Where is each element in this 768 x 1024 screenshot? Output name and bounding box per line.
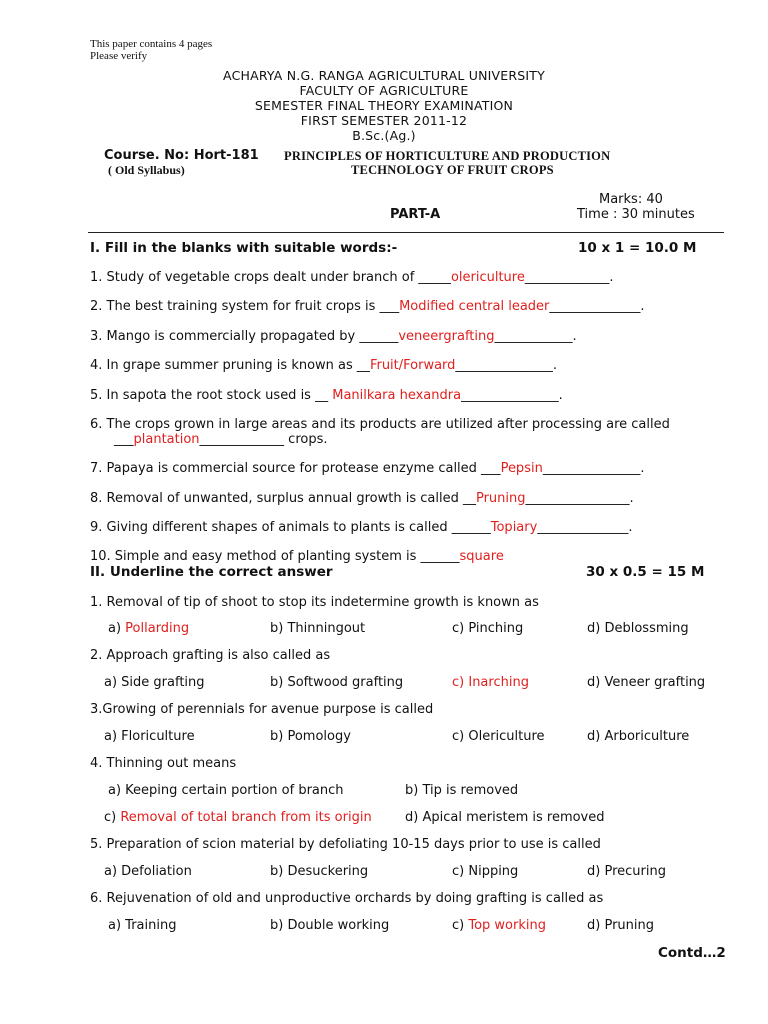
mcq-stem: 3.Growing of perennials for avenue purpose is called xyxy=(90,702,434,717)
mcq-option: c) Top working xyxy=(452,918,546,933)
fill-question: 2. The best training system for fruit crops is ___Modified central leader______________. xyxy=(90,299,645,314)
mcq-option: c) Nipping xyxy=(452,864,519,879)
mcq-option: a) Defoliation xyxy=(104,864,192,879)
mcq-option: c) Inarching xyxy=(452,675,529,690)
course-title-line2: TECHNOLOGY OF FRUIT CROPS xyxy=(351,163,554,177)
degree-name: B.Sc.(Ag.) xyxy=(352,128,416,143)
fill-question: 4. In grape summer pruning is known as __Fruit/Forward_______________. xyxy=(90,358,558,373)
mcq-option: b) Desuckering xyxy=(270,864,369,879)
mcq-option: d) Precuring xyxy=(587,864,666,879)
mcq-option: d) Deblossming xyxy=(587,621,689,636)
university-name: ACHARYA N.G. RANGA AGRICULTURAL UNIVERSITY xyxy=(223,68,545,83)
section2-heading: II. Underline the correct answer xyxy=(90,564,333,580)
answer-text: Manilkara hexandra xyxy=(332,388,462,403)
answer-text: Pepsin xyxy=(500,461,543,476)
fill-question-continued: ___plantation_____________ crops. xyxy=(114,432,328,447)
answer-text: veneergrafting xyxy=(398,329,495,344)
mcq-stem: 1. Removal of tip of shoot to stop its indetermine growth is known as xyxy=(90,595,539,610)
time-allowed: Time : 30 minutes xyxy=(577,207,695,222)
answer-text: Topiary xyxy=(490,520,538,535)
fill-question: 6. The crops grown in large areas and its products are utilized after processing are called xyxy=(90,417,670,432)
mcq-option: b) Thinningout xyxy=(270,621,366,636)
section2-marks: 30 x 0.5 = 15 M xyxy=(586,564,705,580)
fill-question: 3. Mango is commercially propagated by ______veneergrafting____________. xyxy=(90,329,577,344)
mcq-option: d) Arboriculture xyxy=(587,729,690,744)
mcq-option: b) Softwood grafting xyxy=(270,675,404,690)
exam-name: SEMESTER FINAL THEORY EXAMINATION xyxy=(254,98,514,113)
header-divider xyxy=(88,232,724,233)
mcq-stem: 2. Approach grafting is also called as xyxy=(90,648,331,663)
syllabus-note: ( Old Syllabus) xyxy=(108,163,185,177)
mcq-stem: 4. Thinning out means xyxy=(90,756,237,771)
mcq-option: b) Pomology xyxy=(270,729,351,744)
marks-total: Marks: 40 xyxy=(599,192,663,207)
continued-note: Contd…2 xyxy=(658,945,726,961)
verify-note: Please verify xyxy=(90,50,148,62)
mcq-option: b) Tip is removed xyxy=(405,783,519,798)
mcq-option: c) Removal of total branch from its origin xyxy=(104,810,372,825)
semester-name: FIRST SEMESTER 2011-12 xyxy=(300,113,468,128)
mcq-option: d) Apical meristem is removed xyxy=(405,810,605,825)
mcq-option: a) Side grafting xyxy=(104,675,205,690)
fill-question: 1. Study of vegetable crops dealt under branch of _____olericulture_____________. xyxy=(90,270,614,285)
mcq-option: b) Double working xyxy=(270,918,390,933)
mcq-option: a) Floriculture xyxy=(104,729,195,744)
answer-text: plantation xyxy=(133,432,200,447)
answer-text: Fruit/Forward xyxy=(369,358,456,373)
section1-heading: I. Fill in the blanks with suitable words:- xyxy=(90,240,398,256)
faculty-name: FACULTY OF AGRICULTURE xyxy=(299,83,469,98)
answer-text: Modified central leader xyxy=(399,299,550,314)
fill-question: 5. In sapota the root stock used is __ Manilkara hexandra_______________. xyxy=(90,388,563,403)
answer-text: square xyxy=(459,549,504,564)
course-title-line1: PRINCIPLES OF HORTICULTURE AND PRODUCTION xyxy=(284,149,611,163)
mcq-option: a) Pollarding xyxy=(108,621,190,636)
course-number: Course. No: Hort-181 xyxy=(104,148,259,163)
mcq-option: a) Training xyxy=(108,918,177,933)
page-count-note: This paper contains 4 pages xyxy=(90,38,213,50)
fill-question: 9. Giving different shapes of animals to plants is called ______Topiary______________. xyxy=(90,520,633,535)
fill-question: 8. Removal of unwanted, surplus annual growth is called __Pruning________________. xyxy=(90,491,634,506)
mcq-option: d) Veneer grafting xyxy=(587,675,706,690)
mcq-stem: 6. Rejuvenation of old and unproductive orchards by doing grafting is called as xyxy=(90,891,604,906)
mcq-option: c) Olericulture xyxy=(452,729,545,744)
fill-question: 7. Papaya is commercial source for protease enzyme called ___Pepsin_______________. xyxy=(90,461,645,476)
mcq-stem: 5. Preparation of scion material by defoliating 10-15 days prior to use is called xyxy=(90,837,601,852)
fill-question: 10. Simple and easy method of planting system is ______square xyxy=(90,549,504,564)
part-label: PART-A xyxy=(390,207,441,222)
section1-marks: 10 x 1 = 10.0 M xyxy=(578,240,697,256)
mcq-option: c) Pinching xyxy=(452,621,524,636)
mcq-option: a) Keeping certain portion of branch xyxy=(108,783,344,798)
answer-text: olericulture xyxy=(450,270,525,285)
mcq-option: d) Pruning xyxy=(587,918,655,933)
answer-text: Pruning xyxy=(475,491,526,506)
